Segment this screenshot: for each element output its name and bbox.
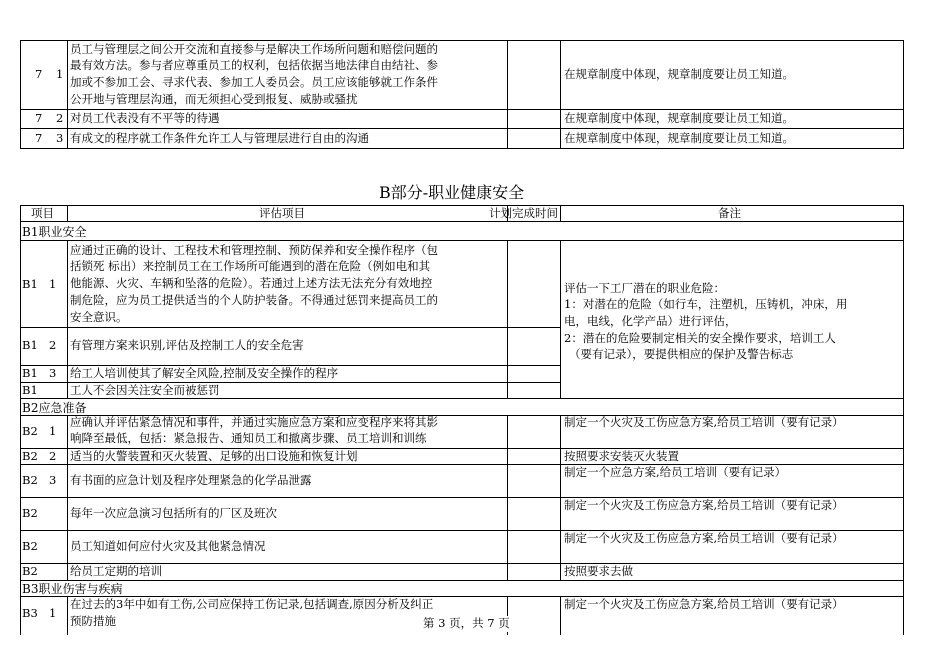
row-sub-number: 3 bbox=[49, 473, 57, 487]
row-sub-number: 3 bbox=[49, 366, 57, 380]
row-code: B1 bbox=[22, 338, 38, 352]
row-sub-number: 2 bbox=[49, 338, 57, 352]
eval-item-line: 应确认并评估紧急情况和事件，并通过实施应急方案和应变程序来将其影 bbox=[70, 415, 438, 429]
note-text: 制定一个火灾及工伤应急方案,给员工培训（要有记录） bbox=[564, 597, 844, 611]
row-number: 7 bbox=[35, 67, 43, 81]
eval-item-line: 有管理方案来识别,评估及控制工人的安全危害 bbox=[70, 338, 304, 352]
row-sub-number: 2 bbox=[56, 111, 64, 125]
note-text: 在规章制度中体现，规章制度要让员工知道。 bbox=[564, 131, 794, 145]
eval-item-line: 适当的火警装置和灭火装置、足够的出口设施和恢复计划 bbox=[70, 449, 358, 463]
row-code: B1 bbox=[22, 366, 38, 380]
row-sub-number: 1 bbox=[49, 424, 57, 438]
row-sub-number: 1 bbox=[56, 67, 64, 81]
eval-item-line: 响降至最低，包括：紧急报告、通知员工和撤离步骤、员工培训和训练 bbox=[70, 431, 427, 445]
header-item: 项目 bbox=[31, 206, 54, 220]
eval-item-line: 对员工代表没有不平等的待遇 bbox=[70, 111, 220, 125]
note-text: 制定一个火灾及工伤应急方案,给员工培训（要有记录） bbox=[564, 498, 844, 512]
group-b2-title: B2应急准备 bbox=[22, 401, 87, 415]
row-code: B2 bbox=[22, 564, 38, 578]
row-code: B1 bbox=[22, 383, 38, 397]
row-sub-number: 2 bbox=[49, 449, 57, 463]
row-code: B2 bbox=[22, 449, 38, 463]
note-line: 评估一下工厂潜在的职业危险： bbox=[564, 281, 725, 295]
eval-item-line: 括锁死 标出）来控制员工在工作场所可能遇到的潜在危险（例如电和其 bbox=[70, 259, 431, 273]
eval-item-line: 加或不参加工会、寻求代表、参加工人委员会。员工应该能够就工作条件 bbox=[70, 75, 438, 89]
header-plan: 计划完成时间 bbox=[489, 206, 558, 220]
row-code: B2 bbox=[22, 539, 38, 553]
row-code: B2 bbox=[22, 473, 38, 487]
note-text: 按照要求去做 bbox=[564, 564, 633, 578]
eval-item-line: 给员工定期的培训 bbox=[70, 564, 162, 578]
row-sub-number: 3 bbox=[56, 131, 64, 145]
row-code: B2 bbox=[22, 424, 38, 438]
eval-item-line: 制危险，应为员工提供适当的个人防护装备。不得通过惩罚来提高员工的 bbox=[70, 293, 438, 307]
row-sub-number: 1 bbox=[49, 606, 57, 620]
note-text: 制定一个应急方案,给员工培训（要有记录） bbox=[564, 465, 787, 479]
note-text: 在规章制度中体现，规章制度要让员工知道。 bbox=[564, 111, 794, 125]
eval-item-line: 有书面的应急计划及程序处理紧急的化学品泄露 bbox=[70, 473, 312, 487]
group-b3-title: B3职业伤害与疾病 bbox=[22, 582, 123, 596]
note-text: 制定一个火灾及工伤应急方案,给员工培训（要有记录） bbox=[564, 531, 844, 545]
note-line: 电，电线，化学产品）进行评估， bbox=[564, 314, 737, 328]
eval-item-line: 给工人培训使其了解安全风险,控制及安全操作的程序 bbox=[70, 366, 339, 380]
eval-item-line: 公开地与管理层沟通，而无须担心受到报复、威胁或骚扰 bbox=[70, 92, 358, 106]
eval-item-line: 工人不会因关注安全而被惩罚 bbox=[70, 383, 220, 397]
note-text: 制定一个火灾及工伤应急方案,给员工培训（要有记录） bbox=[564, 415, 844, 429]
row-number: 7 bbox=[35, 131, 43, 145]
eval-item-line: 有成文的程序就工作条件允许工人与管理层进行自由的沟通 bbox=[70, 131, 369, 145]
note-text: 在规章制度中体现，规章制度要让员工知道。 bbox=[564, 67, 794, 81]
eval-item-line: 在过去的3年中如有工伤,公司应保持工伤记录,包括调查,原因分析及纠正 bbox=[70, 597, 434, 611]
row-code: B3 bbox=[22, 606, 38, 620]
header-eval: 评估项目 bbox=[259, 206, 305, 220]
eval-item-line: 员工知道如何应付火灾及其他紧急情况 bbox=[70, 539, 266, 553]
note-line: 2：潜在的危险要制定相关的安全操作要求，培训工人 bbox=[564, 331, 836, 345]
eval-item-line: 员工与管理层之间公开交流和直接参与是解决工作场所问题和赔偿问题的 bbox=[70, 42, 438, 56]
row-sub-number: 1 bbox=[49, 277, 57, 291]
section-title: B部分-职业健康安全 bbox=[379, 183, 525, 202]
header-note: 备注 bbox=[718, 206, 741, 220]
eval-item-line: 安全意识。 bbox=[70, 310, 128, 324]
row-code: B1 bbox=[22, 277, 38, 291]
eval-item-line: 应通过正确的设计、工程技术和管理控制、预防保养和安全操作程序（包 bbox=[70, 243, 438, 257]
eval-item-line: 每年一次应急演习包括所有的厂区及班次 bbox=[70, 506, 277, 520]
eval-item-line: 他能源、火灾、车辆和坠落的危险）。若通过上述方法无法充分有效地控 bbox=[70, 276, 433, 290]
group-b1-title: B1职业安全 bbox=[22, 225, 87, 239]
note-line: 1：对潜在的危险（如行车，注塑机，压铸机，冲床，用 bbox=[564, 297, 848, 311]
eval-item-line: 预防措施 bbox=[70, 614, 116, 628]
page-footer: 第 3 页，共 7 页 bbox=[423, 616, 510, 630]
row-number: 7 bbox=[35, 111, 43, 125]
note-line: （要有记录），要提供相应的保护及警告标志 bbox=[569, 347, 794, 361]
row-code: B2 bbox=[22, 506, 38, 520]
note-text: 按照要求安装灭火装置 bbox=[564, 449, 679, 463]
eval-item-line: 最有效方法。参与者应尊重员工的权利，包括依据当地法律自由结社、参 bbox=[70, 58, 438, 72]
